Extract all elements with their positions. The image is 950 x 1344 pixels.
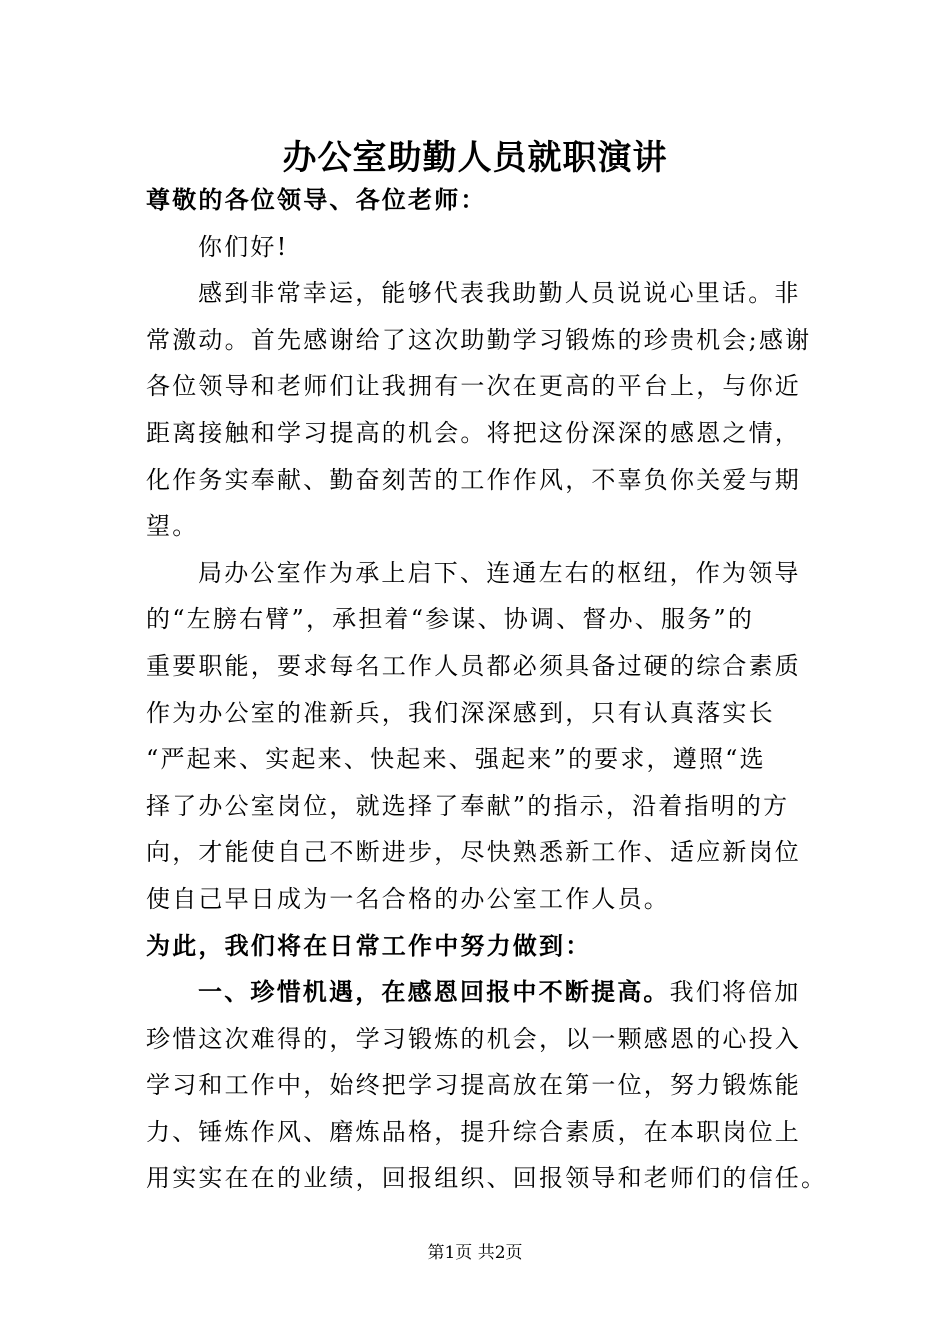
paragraph-line: 化作务实奉献、勤奋刻苦的工作作风，不辜负你关爱与期 <box>146 465 801 494</box>
paragraph-line: 学习和工作中，始终把学习提高放在第一位，努力锻炼能 <box>146 1071 801 1100</box>
paragraph-line: 距离接触和学习提高的机会。将把这份深深的感恩之情， <box>146 418 801 447</box>
paragraph-line: 的“左膀右臂”，承担着“参谋、协调、督办、服务”的 <box>146 605 755 634</box>
section-heading-continuation: 我们将倍加 <box>669 978 801 1007</box>
paragraph-line: 局办公室作为承上启下、连通左右的枢纽，作为领导 <box>198 558 801 587</box>
paragraph-line: “严起来、实起来、快起来、强起来”的要求，遵照“选 <box>146 745 766 774</box>
paragraph-line: 作为办公室的准新兵，我们深深感到，只有认真落实长 <box>146 698 775 727</box>
paragraph-line: 用实实在在的业绩，回报组织、回报领导和老师们的信任。 <box>146 1164 828 1193</box>
paragraph-line <box>146 969 806 1016</box>
paragraph-line: 望。 <box>146 512 199 541</box>
paragraph-line: 力、锤炼作风、磨炼品格，提升综合素质，在本职岗位上 <box>146 1117 801 1146</box>
salutation: 尊敬的各位领导、各位老师： <box>146 185 487 214</box>
paragraph-line: 重要职能，要求每名工作人员都必须具备过硬的综合素质 <box>146 651 801 680</box>
paragraph-line: 感到非常幸运，能够代表我助勤人员说说心里话。非 <box>198 279 801 308</box>
section-heading: 一、珍惜机遇，在感恩回报中不断提高。 <box>198 977 670 1007</box>
paragraph-line: 使自己早日成为一名合格的办公室工作人员。 <box>146 884 670 913</box>
page-footer: 第1页 共2页 <box>427 1243 523 1263</box>
paragraph-line: 各位领导和老师们让我拥有一次在更高的平台上，与你近 <box>146 372 801 401</box>
document-title: 办公室助勤人员就职演讲 <box>282 138 668 178</box>
paragraph-line: 向，才能使自己不断进步，尽快熟悉新工作、适应新岗位 <box>146 838 801 867</box>
document-body <box>146 177 828 1202</box>
paragraph-line: 常激动。首先感谢给了这次助勤学习锻炼的珍贵机会;感谢 <box>146 325 812 354</box>
section-intro: 为此，我们将在日常工作中努力做到： <box>146 930 592 960</box>
paragraph-line: 珍惜这次难得的，学习锻炼的机会，以一颗感恩的心投入 <box>146 1024 801 1053</box>
paragraph-line: 择了办公室岗位，就选择了奉献”的指示，沿着指明的方 <box>146 791 790 820</box>
greeting: 你们好! <box>198 232 289 261</box>
